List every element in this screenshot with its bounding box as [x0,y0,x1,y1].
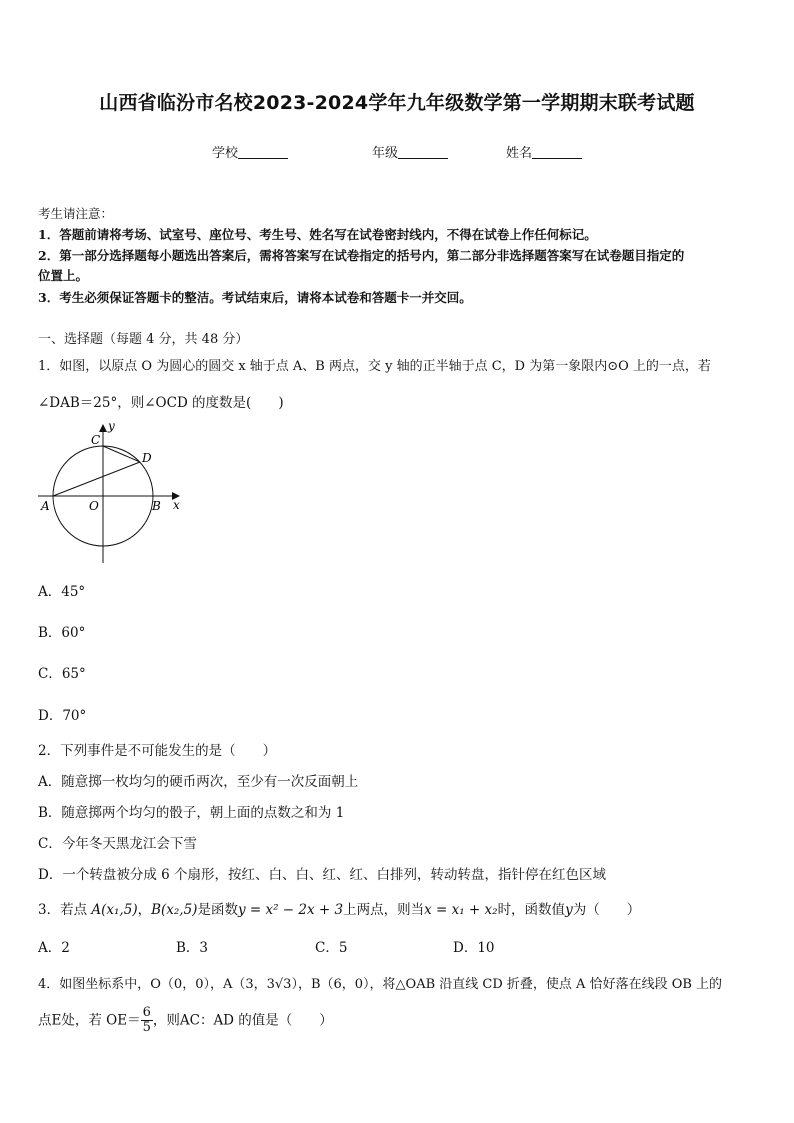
question-4-text: ，则AC：AD 的值是（ ） [152,1012,333,1029]
notice-heading: 考生请注意： [38,206,114,221]
question-4-line1: 4．如图坐标系中，O（0，0），A（3，3√3），B（6，0），将△OAB 沿直线 CD 折叠，使点 A 恰好落在线段 OB 上的 [38,977,723,992]
school-label: 学校 [212,146,239,161]
option-3a: A．2 [38,940,70,956]
option-1c: C．65° [38,666,86,682]
label-a: A [41,499,50,513]
label-x: x [173,498,180,512]
label-o: O [89,499,99,513]
question-2-stem: 2．下列事件是不可能发生的是（ ） [38,743,277,759]
option-2a: A．随意掷一枚均匀的硬币两次，至少有一次反面朝上 [38,774,359,790]
question-4-text: 点E处，若 OE＝ [38,1012,141,1029]
option-2d: D．一个转盘被分成 6 个扇形，按红、白、白、红、红、白排列，转动转盘，指针停在红色区域 [38,867,606,883]
grade-field [372,142,448,161]
function-expression: y = x² − 2x + 3 [237,902,344,918]
notice-item: 3．考生必须保证答题卡的整洁。考试结束后，请将本试卷和答题卡一并交回。 [38,290,472,305]
page-title: 山西省临汾市名校2023-2024学年九年级数学第一学期期末联考试题 [99,92,695,114]
fraction-oe [141,1006,153,1036]
section-heading: 一、选择题（每题 4 分，共 48 分） [38,332,249,347]
segment-cd [103,446,140,462]
name-label: 姓名 [506,146,533,161]
question-3-text: 时，函数值 [497,902,566,918]
y-axis-arrow [99,424,107,432]
school-field [212,142,288,161]
notice-item: 1．答题前请将考场、试室号、座位号、考生号、姓名写在试卷密封线内，不得在试卷上作任何标记。 [38,227,597,242]
y-variable: y [565,902,573,918]
option-2b: B．随意掷两个均匀的骰子，朝上面的点数之和为 1 [38,805,345,821]
option-1a: A．45° [38,584,86,600]
label-c: C [91,433,101,447]
option-1b: B．60° [38,625,86,641]
question-1-line1: 1．如图，以原点 O 为圆心的圆交 x 轴于点 A、B 两点，交 y 轴的正半轴于点 C，D 为第一象限内⊙O 上的一点，若 [38,359,711,374]
separator: ， [137,902,152,918]
notice-item: 2．第一部分选择题每小题选出答案后，需将答案写在试卷指定的括号内，第二部分非选择题答案写在试卷题目指定的 [38,248,685,263]
question-3-stem [38,898,640,918]
label-b: B [152,499,161,513]
question-3-num: 3．若点 [38,902,88,918]
label-y: y [108,419,115,433]
question-1-line2: ∠DAB＝25°，则∠OCD 的度数是( ) [38,395,284,411]
option-1d: D．70° [38,708,87,724]
point-b: B(x₂,5) [151,902,198,918]
grade-blank [398,146,448,159]
question-1-figure [34,418,184,568]
segment-ad [53,462,140,496]
question-3-text: 上两点，则当 [343,902,425,918]
label-d: D [142,451,152,465]
question-3-end: 为（ ） [572,902,641,918]
option-2c: C．今年冬天黑龙江会下雪 [38,836,197,852]
notice-item: 位置上。 [38,268,89,283]
name-field [506,142,582,161]
fraction-numerator: 6 [142,1005,151,1020]
option-3d: D．10 [453,940,495,956]
point-a: A(x₁,5) [91,902,138,918]
school-blank [238,146,288,159]
question-3-text: 是函数 [197,902,238,918]
option-3c: C．5 [315,940,348,956]
question-4-line2 [38,1006,333,1036]
condition-expression: x = x₁ + x₂ [424,902,498,918]
name-blank [532,146,582,159]
fraction-denominator: 5 [142,1020,151,1036]
grade-label: 年级 [372,146,399,161]
option-3b: B．3 [176,940,209,956]
